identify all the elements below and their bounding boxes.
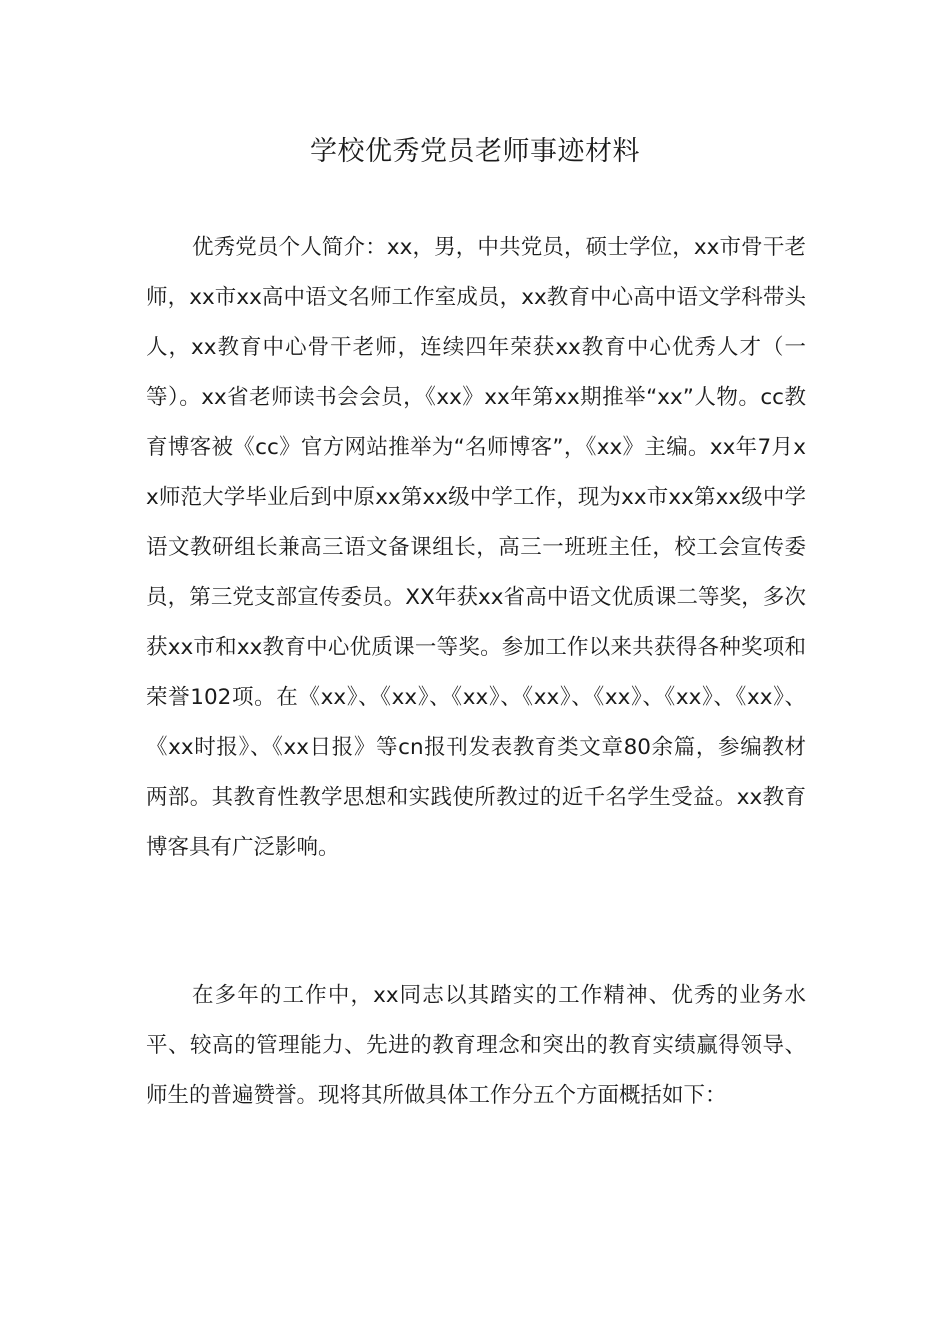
document-title: 学校优秀党员老师事迹材料 [310, 136, 640, 167]
intro-paragraph: 优秀党员个人简介：xx，男，中共党员，硕士学位，xx市骨干老师，xx市xx高中语文名师工作室成员，xx教育中心高中语文学科带头人，xx教育中心骨干老师，连续四年荣获xx教育中心优秀人才（一等）。xx省老师读书会会员，《xx》xx年第xx期推举“xx”人物。cc教育博客被《cc》官方网站推举为“名师博客”，《xx》主编。xx年7月xx师范大学毕业后到中原xx第xx级中学工作，现为xx市xx第xx级中学语文教研组长兼高三语文备课组长，高三一班班主任，校工会宣传委员，第三党支部宣传委员。XX年获xx省高中语文优质课二等奖，多次获xx市和xx教育中心优质课一等奖。参加工作以来共获得各种奖项和荣誉102项。在《xx》、《xx》、《xx》、《xx》、《xx》、《xx》、《xx》、《xx时报》、《xx日报》等cn报刊发表教育类文章80余篇，参编教材两部。其教育性教学思想和实践使所教过的近千名学生受益。xx教育博客具有广泛影响。 [146, 235, 806, 860]
summary-paragraph: 在多年的工作中，xx同志以其踏实的工作精神、优秀的业务水平、较高的管理能力、先进的教育理念和突出的教育实绩赢得领导、师生的普遍赞誉。现将其所做具体工作分五个方面概括如下： [146, 983, 806, 1108]
